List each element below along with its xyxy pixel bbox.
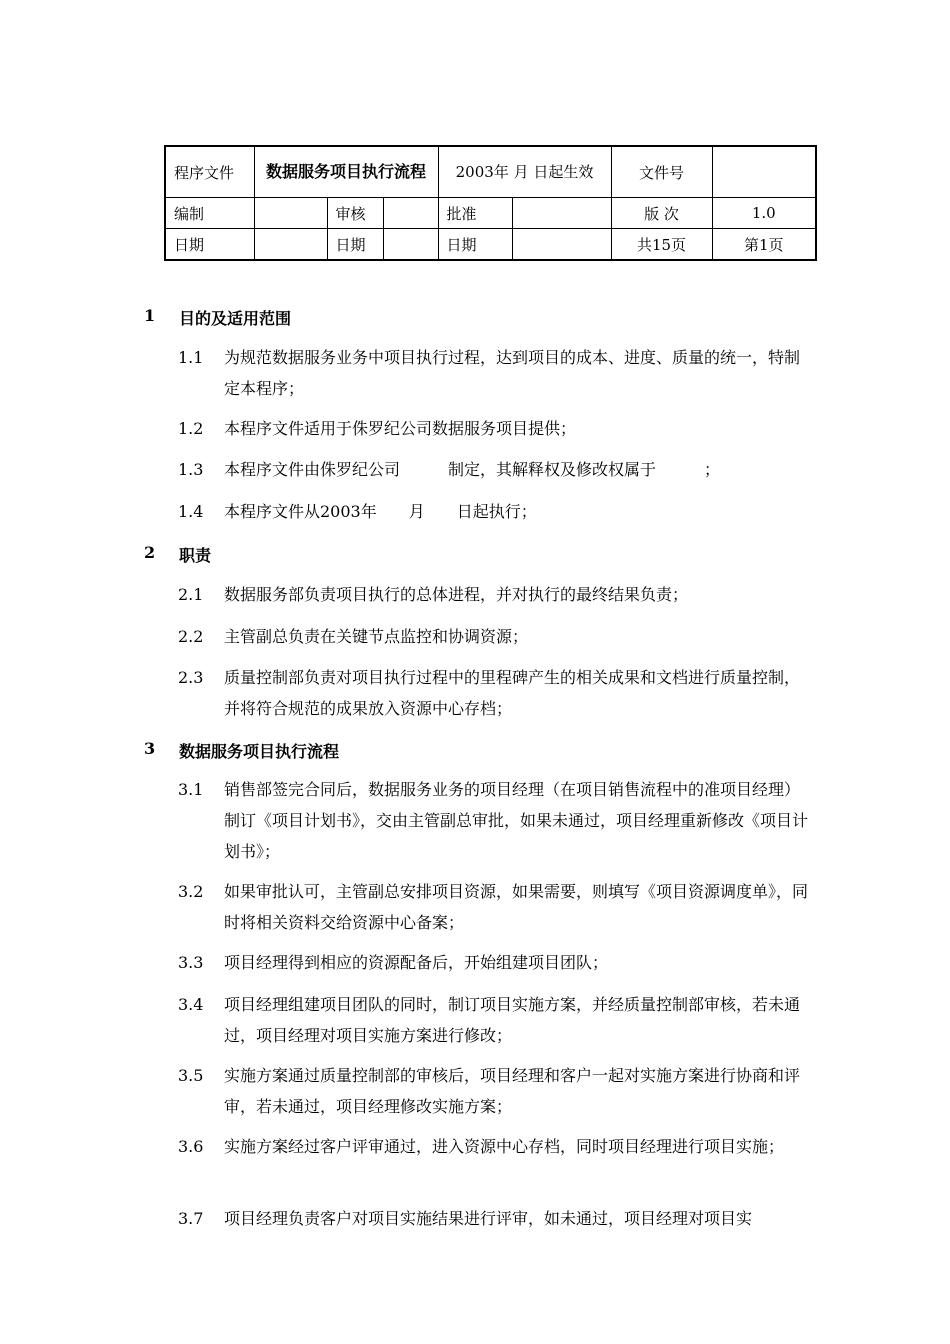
editor-label: 编制 [165, 198, 254, 229]
item-number: 3.6 [178, 1137, 204, 1156]
section-number: 1 [144, 306, 156, 325]
section-title: 数据服务项目执行流程 [179, 742, 340, 761]
item-number: 1.3 [178, 460, 204, 479]
item-text: 数据服务部负责项目执行的总体进程，并对执行的最终结果负责； [224, 585, 689, 604]
page-number: 第1页 [712, 229, 816, 261]
item-number: 2.2 [178, 627, 204, 646]
reviewer-date-label: 日期 [327, 229, 383, 261]
doc-title-cell: 数据服务项目执行流程 [254, 146, 438, 198]
approver-value [512, 198, 611, 229]
item-text: 为规范数据服务业务中项目执行过程，达到项目的成本、进度、质量的统一，特制定本程序； [224, 348, 801, 398]
editor-date-label: 日期 [165, 229, 254, 261]
item-text: 本程序文件由侏罗纪公司 制定，其解释权及修改权属于 ； [224, 460, 721, 479]
item-number: 3.7 [178, 1209, 204, 1228]
item-number: 3.2 [178, 882, 204, 901]
approver-date-label: 日期 [438, 229, 512, 261]
section-title: 目的及适用范围 [179, 309, 292, 328]
item-number: 3.1 [178, 780, 204, 799]
section-heading [144, 739, 340, 761]
version-label: 版 次 [611, 198, 712, 229]
section-heading [144, 306, 292, 328]
editor-date-value [254, 229, 327, 261]
approver-date-value [512, 229, 611, 261]
document-header-table [164, 145, 817, 261]
item-text: 质量控制部负责对项目执行过程中的里程碑产生的相关成果和文档进行质量控制，并将符合规范的成果放入资源中心存档； [224, 668, 801, 718]
section-title: 职责 [179, 546, 212, 565]
item-text: 项目经理负责客户对项目实施结果进行评审，如未通过，项目经理对项目实 [224, 1209, 753, 1228]
item-number: 1.4 [178, 502, 204, 521]
editor-value [254, 198, 327, 229]
item-number: 1.1 [178, 348, 204, 367]
item-text: 项目经理组建项目团队的同时，制订项目实施方案，并经质量控制部审核，若未通过，项目经理对项目实施方案进行修改； [224, 995, 801, 1045]
version-value: 1.0 [712, 198, 816, 229]
item-number: 3.3 [178, 953, 204, 972]
approver-label: 批准 [438, 198, 512, 229]
effective-date-cell: 2003年 月 日起生效 [438, 146, 611, 198]
reviewer-value [383, 198, 438, 229]
section-heading [144, 543, 212, 565]
item-text: 销售部签完合同后，数据服务业务的项目经理（在项目销售流程中的准项目经理）制订《项目计划书》，交由主管副总审批，如果未通过，项目经理重新修改《项目计划书》； [224, 780, 809, 861]
item-number: 2.1 [178, 585, 204, 604]
total-pages: 共15页 [611, 229, 712, 261]
doc-no-label: 文件号 [611, 146, 712, 198]
item-number: 3.4 [178, 995, 204, 1014]
item-text: 实施方案通过质量控制部的审核后，项目经理和客户一起对实施方案进行协商和评审，若未通过，项目经理修改实施方案； [224, 1066, 801, 1116]
doc-type-cell: 程序文件 [165, 146, 254, 198]
section-number: 2 [144, 543, 156, 562]
doc-no-value [712, 146, 816, 198]
item-text: 本程序文件从2003年 月 日起执行； [224, 502, 537, 521]
item-number: 3.5 [178, 1066, 204, 1085]
section-number: 3 [144, 739, 156, 758]
reviewer-date-value [383, 229, 438, 261]
item-text: 项目经理得到相应的资源配备后，开始组建项目团队； [224, 953, 609, 972]
reviewer-label: 审核 [327, 198, 383, 229]
item-text: 实施方案经过客户评审通过，进入资源中心存档，同时项目经理进行项目实施； [224, 1137, 785, 1156]
item-text: 如果审批认可，主管副总安排项目资源，如果需要，则填写《项目资源调度单》，同时将相关资料交给资源中心备案； [224, 882, 809, 932]
item-number: 1.2 [178, 419, 204, 438]
item-number: 2.3 [178, 668, 204, 687]
item-text: 本程序文件适用于侏罗纪公司数据服务项目提供； [224, 419, 577, 438]
item-text: 主管副总负责在关键节点监控和协调资源； [224, 627, 529, 646]
